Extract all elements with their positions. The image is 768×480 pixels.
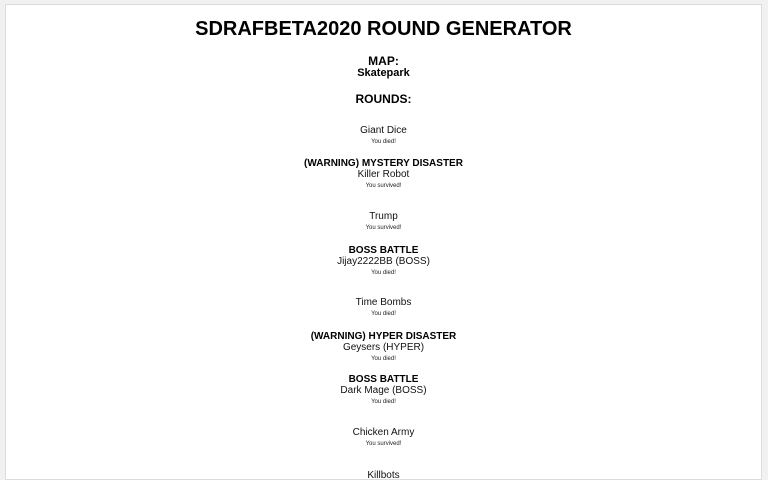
page-title: SDRAFBETA2020 ROUND GENERATOR [195,18,572,40]
round-result: You died! [371,270,396,276]
round-tag: (WARNING) HYPER DISASTER [310,331,457,342]
round-result: You died! [371,356,396,362]
round-item [6,158,761,191]
round-name: Killer Robot [357,169,410,180]
round-name: Chicken Army [352,427,415,438]
round-item [6,470,761,480]
round-name: Time Bombs [355,297,412,308]
round-name: Jijay2222BB (BOSS) [337,256,430,267]
round-name: Geysers (HYPER) [342,342,425,353]
round-item [6,331,761,364]
round-item [6,245,761,278]
round-result: You died! [371,139,396,145]
round-tag: BOSS BATTLE [348,374,419,385]
round-name: Trump [369,211,398,222]
round-item [6,374,761,407]
round-result: You survived! [365,441,402,447]
map-value: Skatepark [357,67,410,79]
round-item [6,427,761,449]
rounds-label: ROUNDS: [355,92,412,106]
round-tag: BOSS BATTLE [348,245,419,256]
round-item [6,297,761,319]
round-tag: (WARNING) MYSTERY DISASTER [304,158,463,169]
map-label: MAP: [368,54,399,68]
round-result: You survived! [365,183,402,189]
round-item [6,125,761,147]
round-name: Killbots [367,470,400,480]
round-name: Giant Dice [360,125,407,136]
round-item [6,211,761,233]
page-content [5,4,762,480]
round-result: You died! [371,311,396,317]
round-result: You died! [371,399,396,405]
round-result: You survived! [365,225,402,231]
round-name: Dark Mage (BOSS) [340,385,427,396]
